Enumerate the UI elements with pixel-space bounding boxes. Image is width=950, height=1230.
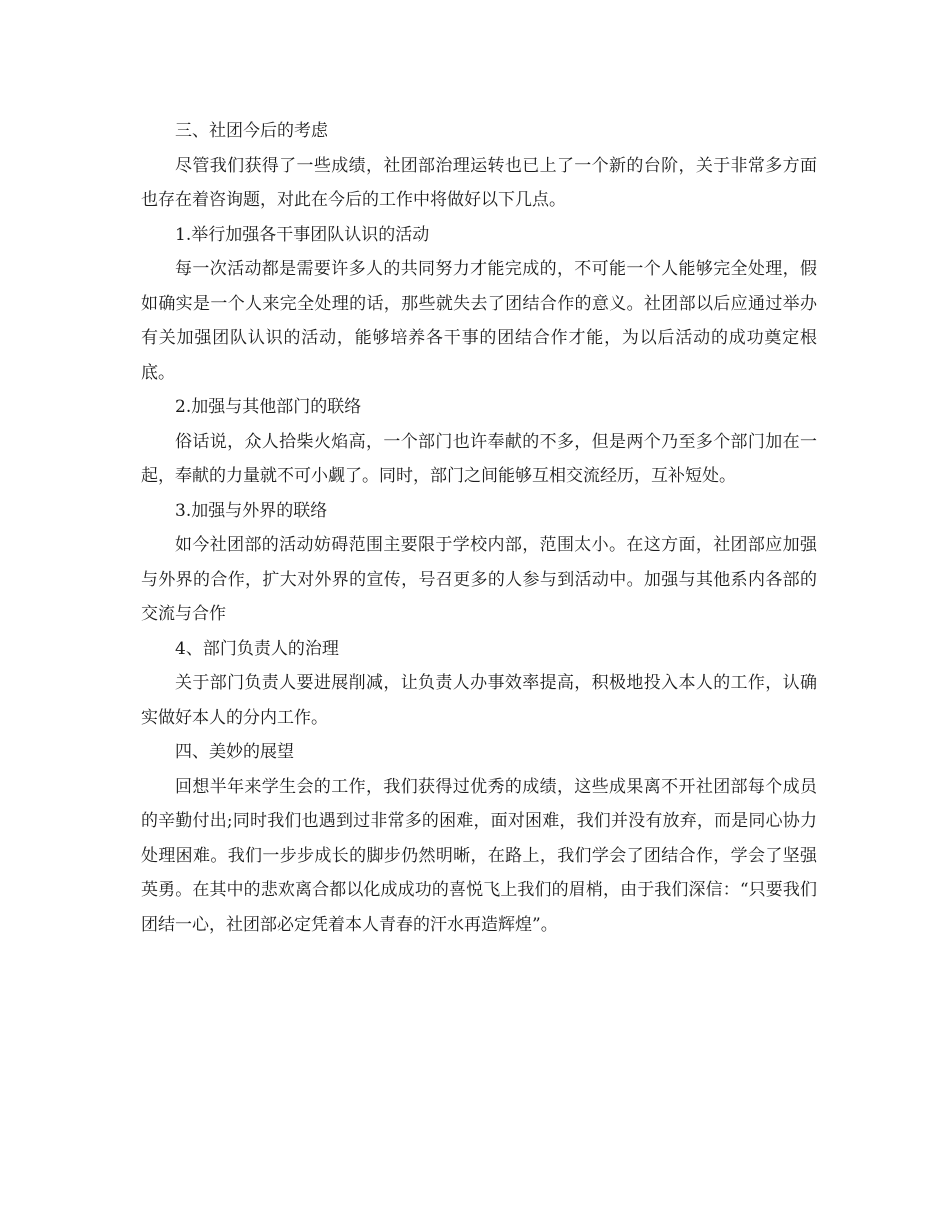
section-heading-outlook: 四、美妙的展望 [175, 742, 294, 762]
section-heading-future-considerations: 三、社团今后的考虑 [175, 121, 328, 141]
item-heading-team-awareness: 1.举行加强各干事团队认识的活动 [175, 224, 430, 245]
paragraph-team-awareness: 每一次活动都是需要许多人的共同努力才能完成的，不可能一个人能够完全处理，假如确实是一个人来完全处理的话，那些就失去了团结合作的意义。社团部以后应通过举办有关加强团队认识的活动，能够培养各干事的团结合作才能，为以后活动的成功奠定根底。 [141, 259, 817, 383]
item-heading-leader-management: 4、部门负责人的治理 [175, 638, 339, 659]
paragraph-outlook: 回想半年来学生会的工作，我们获得过优秀的成绩，这些成果离不开社团部每个成员的辛勤付出;同时我们也遇到过非常多的困难，面对困难，我们并没有放弃，而是同心协力处理困难。我们一步步成长的脚步仍然明晰，在路上，我们学会了团结合作，学会了坚强英勇。在其中的悲欢离合都以化成成功的喜悦飞上我们的眉梢，由于我们深信：“只要我们团结一心，社团部必定凭着本人青春的汗水再造辉煌”。 [141, 776, 817, 935]
paragraph-department-liaison: 俗话说，众人拾柴火焰高，一个部门也许奉献的不多，但是两个乃至多个部门加在一起，奉献的力量就不可小觑了。同时，部门之间能够互相交流经历，互补短处。 [141, 431, 817, 486]
document-body [141, 114, 817, 942]
item-heading-external-liaison: 3.加强与外界的联络 [175, 500, 328, 521]
item-heading-department-liaison: 2.加强与其他部门的联络 [175, 397, 362, 417]
paragraph-leader-management: 关于部门负责人要进展削减，让负责人办事效率提高，积极地投入本人的工作，认确实做好本人的分内工作。 [141, 673, 817, 728]
paragraph-external-liaison: 如今社团部的活动妨碍范围主要限于学校内部，范围太小。在这方面，社团部应加强与外界的合作，扩大对外界的宣传，号召更多的人参与到活动中。加强与其他系内各部的交流与合作 [141, 535, 817, 624]
paragraph-intro: 尽管我们获得了一些成绩，社团部治理运转也已上了一个新的台阶，关于非常多方面也存在着咨询题，对此在今后的工作中将做好以下几点。 [141, 155, 817, 210]
